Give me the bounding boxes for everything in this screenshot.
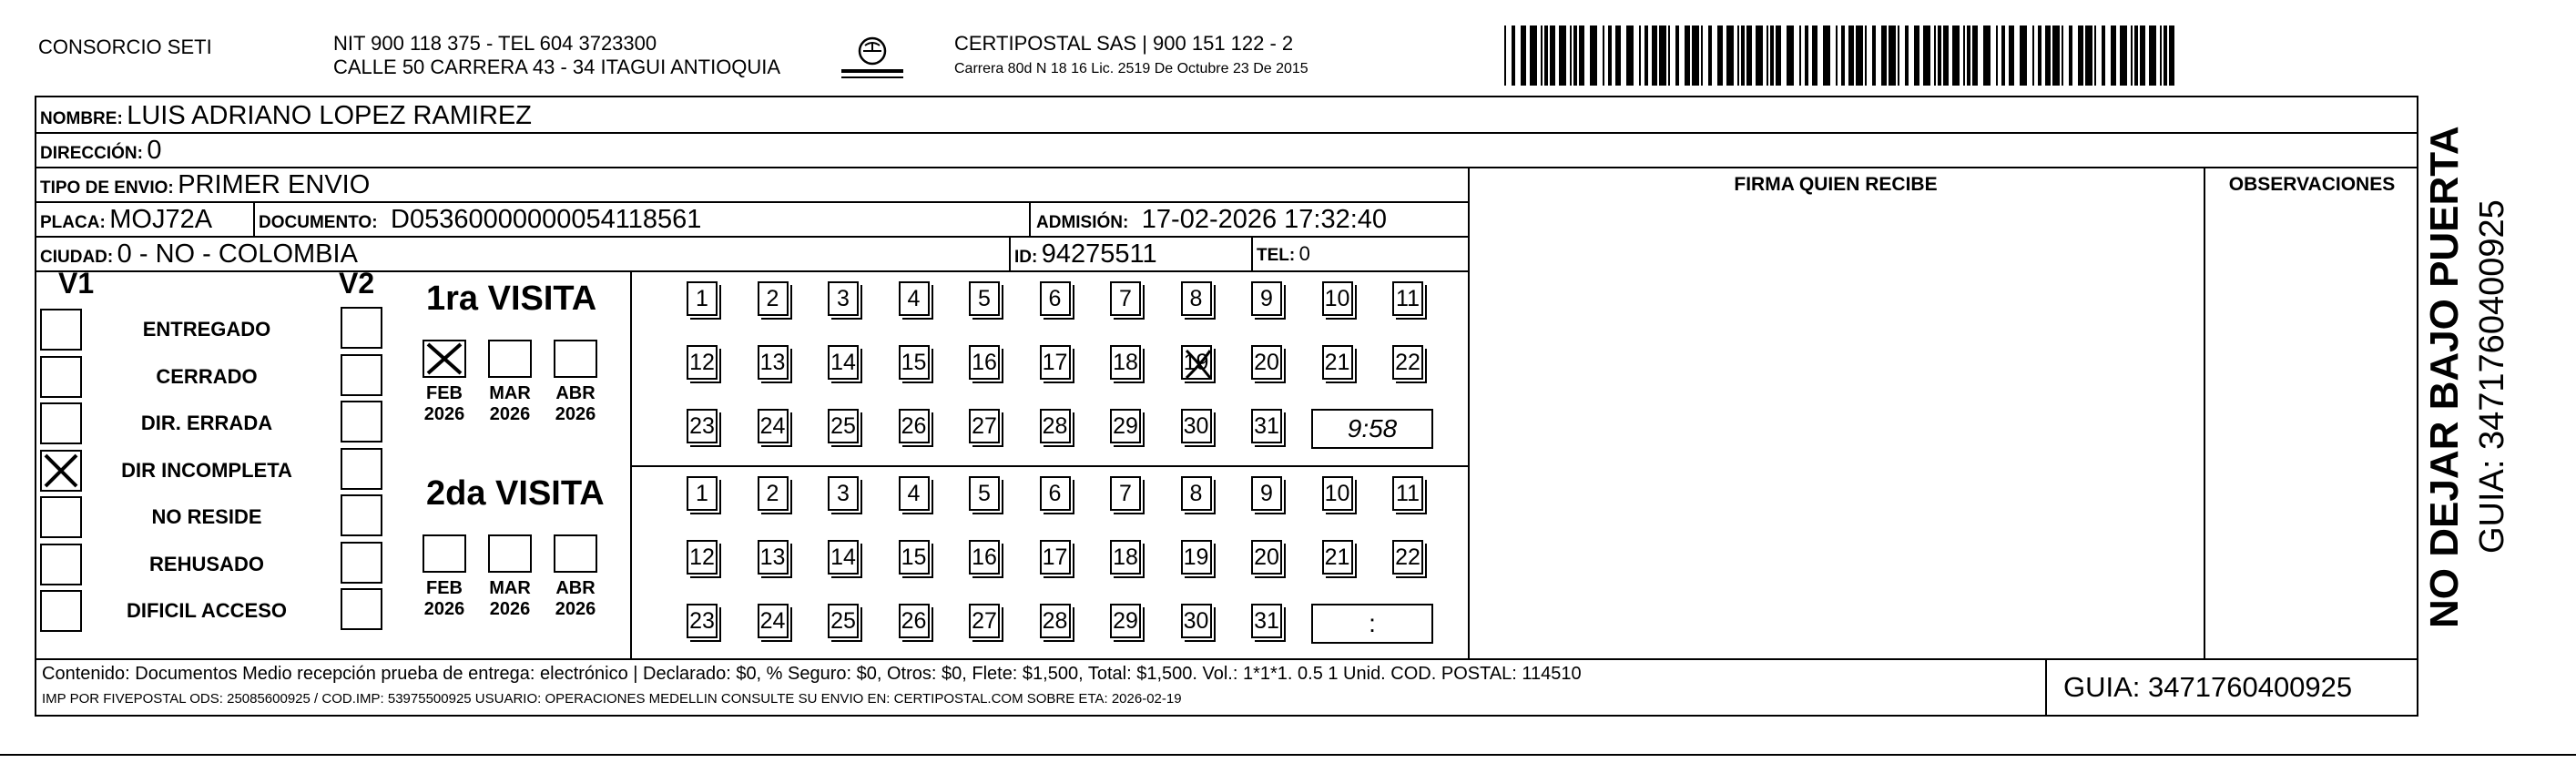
barcode-bar xyxy=(1923,25,1930,86)
barcode-bar xyxy=(2009,25,2014,86)
v2-checkbox[interactable] xyxy=(341,542,382,584)
barcode-bar xyxy=(1737,25,1739,86)
hand-mark-icon xyxy=(1183,347,1214,382)
placa-value: MOJ72A xyxy=(109,205,213,234)
id-label: ID: xyxy=(1014,248,1038,267)
barcode-bar xyxy=(1541,25,1543,86)
day-box-24[interactable]: 24 xyxy=(758,409,789,443)
month-checkbox[interactable] xyxy=(488,534,532,573)
direccion-row xyxy=(40,136,162,169)
barcode-bar xyxy=(2102,25,2105,86)
month-checkbox[interactable] xyxy=(423,534,466,573)
day-box-11[interactable]: 11 xyxy=(1392,281,1423,316)
barcode-bar xyxy=(1787,25,1794,86)
day-box-24[interactable]: 24 xyxy=(758,604,789,638)
barcode-bar xyxy=(1746,25,1752,86)
day-box-16[interactable]: 16 xyxy=(969,345,1000,380)
day-box-21[interactable]: 21 xyxy=(1322,540,1353,575)
barcode-bar xyxy=(1836,25,1838,86)
v2-checkbox[interactable] xyxy=(341,307,382,349)
day-box-29[interactable]: 29 xyxy=(1110,409,1141,443)
ciudad-value: 0 - NO - COLOMBIA xyxy=(117,239,358,269)
status-label-cerrado: CERRADO xyxy=(156,364,258,388)
day-box-14[interactable]: 14 xyxy=(828,345,859,380)
v1-checkbox[interactable] xyxy=(40,450,82,492)
barcode-bar xyxy=(2069,25,2072,86)
placa-cell xyxy=(40,205,212,239)
admision-value: 17-02-2026 17:32:40 xyxy=(1141,205,1388,234)
direccion-value: 0 xyxy=(147,136,162,165)
day-box-6[interactable]: 6 xyxy=(1040,476,1071,511)
barcode-bar xyxy=(1799,25,1801,86)
check-mark-icon xyxy=(42,452,80,490)
day-box-8[interactable]: 8 xyxy=(1181,476,1212,511)
barcode-bar xyxy=(1938,25,1941,86)
barcode-bar xyxy=(2169,25,2174,86)
barcode-bar xyxy=(1934,25,1936,86)
day-box-25[interactable]: 25 xyxy=(828,604,859,638)
barcode-bar xyxy=(1943,25,1949,86)
v2-checkbox[interactable] xyxy=(341,354,382,396)
day-box-17[interactable]: 17 xyxy=(1040,345,1071,380)
day-box-4[interactable]: 4 xyxy=(899,476,930,511)
address-line: CALLE 50 CARRERA 43 - 34 ITAGUI ANTIOQUIA xyxy=(333,56,781,78)
day-box-15[interactable]: 15 xyxy=(899,345,930,380)
barcode-bar xyxy=(1530,25,1537,86)
v2-checkbox[interactable] xyxy=(341,448,382,490)
barcode-bar xyxy=(2149,25,2156,86)
day-box-22[interactable]: 22 xyxy=(1392,345,1423,380)
month-label: MAR 2026 xyxy=(489,383,531,424)
day-box-20[interactable]: 20 xyxy=(1251,540,1282,575)
barcode-bar xyxy=(1726,25,1734,86)
day-box-22[interactable]: 22 xyxy=(1392,540,1423,575)
footer-guia: GUIA: 3471760400925 xyxy=(2063,671,2353,703)
v1-checkbox[interactable] xyxy=(40,544,82,585)
day-box-26[interactable]: 26 xyxy=(899,604,930,638)
nombre-value: LUIS ADRIANO LOPEZ RAMIREZ xyxy=(127,101,532,130)
barcode-bar xyxy=(1770,25,1774,86)
barcode-bar xyxy=(1983,25,1991,86)
barcode-bar xyxy=(1590,25,1597,86)
nombre-row xyxy=(40,101,532,135)
day-box-19[interactable]: 19 xyxy=(1181,345,1212,380)
day-box-11[interactable]: 11 xyxy=(1392,476,1423,511)
day-box-23[interactable]: 23 xyxy=(687,604,718,638)
barcode-bar xyxy=(1668,25,1670,86)
barcode-bar xyxy=(1579,25,1584,86)
day-box-14[interactable]: 14 xyxy=(828,540,859,575)
day-box-28[interactable]: 28 xyxy=(1040,604,1071,638)
nombre-label: NOMBRE: xyxy=(40,109,123,128)
barcode-bar xyxy=(1626,25,1634,86)
v2-checkbox[interactable] xyxy=(341,401,382,443)
v1-checkbox[interactable] xyxy=(40,402,82,444)
status-label-dir-incompleta: DIR INCOMPLETA xyxy=(121,458,292,482)
day-box-20[interactable]: 20 xyxy=(1251,345,1282,380)
day-box-18[interactable]: 18 xyxy=(1110,345,1141,380)
barcode-bar xyxy=(1521,25,1526,86)
day-box-5[interactable]: 5 xyxy=(969,476,1000,511)
barcode-bar xyxy=(1812,25,1817,86)
visit-title-1: 1ra VISITA xyxy=(426,280,597,318)
month-label: FEB 2026 xyxy=(423,578,465,619)
day-box-8[interactable]: 8 xyxy=(1181,281,1212,316)
day-box-15[interactable]: 15 xyxy=(899,540,930,575)
barcode-bar xyxy=(2131,25,2133,86)
tel-value: 0 xyxy=(1298,242,1310,265)
status-label-dificil-acceso: DIFICIL ACCESO xyxy=(126,599,287,622)
day-box-9[interactable]: 9 xyxy=(1251,281,1282,316)
placa-label: PLACA: xyxy=(40,213,106,232)
shipping-form xyxy=(35,96,2418,717)
day-box-1[interactable]: 1 xyxy=(687,476,718,511)
barcode-bar xyxy=(1717,25,1723,86)
contenido-text: Contenido: Documentos Medio recepción prueba de entrega: electrónico | Declarado: $0, % Seguro: $0, Otros: $0, Flete: $1,500, Total: $1,500. Vol.: 1*1*1. 0.5 1 Unid. COD. POSTAL: 114510 xyxy=(42,664,1582,684)
barcode-bar xyxy=(1963,25,1965,86)
time-box[interactable]: : xyxy=(1311,604,1433,644)
signature-area[interactable] xyxy=(1471,203,2200,655)
barcode-bar xyxy=(1881,25,1887,86)
certipostal-line: CERTIPOSTAL SAS | 900 151 122 - 2 xyxy=(954,32,1294,55)
day-box-13[interactable]: 13 xyxy=(758,540,789,575)
day-box-27[interactable]: 27 xyxy=(969,409,1000,443)
barcode-bar xyxy=(2001,25,2005,86)
barcode-bar xyxy=(2111,25,2116,86)
observations-area[interactable] xyxy=(2207,203,2415,655)
time-box[interactable]: 9:58 xyxy=(1311,409,1433,449)
barcode-bar xyxy=(1905,25,1909,86)
day-box-30[interactable]: 30 xyxy=(1181,409,1212,443)
barcode-bar xyxy=(1644,25,1648,86)
barcode-bar xyxy=(1685,25,1690,86)
barcode-bar xyxy=(2120,25,2127,86)
barcode-bar xyxy=(1675,25,1679,86)
license-line: Carrera 80d N 18 16 Lic. 2519 De Octubre 23 De 2015 xyxy=(954,61,1308,76)
day-box-1[interactable]: 1 xyxy=(687,281,718,316)
day-box-3[interactable]: 3 xyxy=(828,476,859,511)
tipo-label: TIPO DE ENVIO: xyxy=(40,178,174,198)
day-box-6[interactable]: 6 xyxy=(1040,281,1071,316)
day-box-13[interactable]: 13 xyxy=(758,345,789,380)
barcode-bar xyxy=(2134,25,2138,86)
barcode-bar xyxy=(2094,25,2096,86)
barcode-bar xyxy=(1603,25,1604,86)
barcode-bar xyxy=(1708,25,1712,86)
imp-text: IMP POR FIVEPOSTAL ODS: 25085600925 / COD.IMP: 53975500925 USUARIO: OPERACIONES MEDELLIN CONSULTE SU ENVIO EN: CERTIPOSTAL.COM SOBRE ETA: 2026-02-19 xyxy=(42,691,1182,707)
tipo-value: PRIMER ENVIO xyxy=(178,170,371,199)
bottom-border xyxy=(0,754,2576,756)
barcode-bar xyxy=(1967,25,1970,86)
visit-title-2: 2da VISITA xyxy=(426,474,605,513)
day-box-18[interactable]: 18 xyxy=(1110,540,1141,575)
status-label-dir-errada: DIR. ERRADA xyxy=(140,412,273,434)
month-checkbox[interactable] xyxy=(554,340,597,378)
month-checkbox[interactable] xyxy=(488,340,532,378)
day-box-30[interactable]: 30 xyxy=(1181,604,1212,638)
tel-label: TEL: xyxy=(1257,246,1296,265)
barcode-bar xyxy=(2038,25,2041,86)
barcode-bar xyxy=(1550,25,1555,86)
barcode-bar xyxy=(1914,25,1919,86)
month-checkbox[interactable] xyxy=(554,534,597,573)
v1-checkbox[interactable] xyxy=(40,590,82,632)
month-label: ABR 2026 xyxy=(555,578,596,619)
day-box-23[interactable]: 23 xyxy=(687,409,718,443)
day-box-5[interactable]: 5 xyxy=(969,281,1000,316)
certipostal-logo xyxy=(838,35,907,86)
observaciones-label: OBSERVACIONES xyxy=(2228,174,2396,195)
v1-checkbox[interactable] xyxy=(40,496,82,538)
barcode-bar xyxy=(1741,25,1745,86)
day-box-16[interactable]: 16 xyxy=(969,540,1000,575)
barcode-bar xyxy=(2164,25,2167,86)
barcode-bar xyxy=(2140,25,2145,86)
day-box-25[interactable]: 25 xyxy=(828,409,859,443)
barcode-bar xyxy=(1692,25,1699,86)
barcode-bar xyxy=(1756,25,1763,86)
barcode-bar xyxy=(2085,25,2092,86)
month-checkbox[interactable] xyxy=(423,340,466,378)
barcode-bar xyxy=(1889,25,1896,86)
admision-label: ADMISIÓN: xyxy=(1036,213,1129,232)
barcode-bar xyxy=(1608,25,1612,86)
barcode-bar xyxy=(1865,25,1867,86)
month-label: MAR 2026 xyxy=(489,578,531,619)
day-box-7[interactable]: 7 xyxy=(1110,476,1141,511)
guia-vertical: GUIA: 3471760400925 xyxy=(2473,199,2511,554)
day-box-4[interactable]: 4 xyxy=(899,281,930,316)
barcode-bar xyxy=(1573,25,1577,86)
v2-checkbox[interactable] xyxy=(341,588,382,630)
day-box-21[interactable]: 21 xyxy=(1322,345,1353,380)
barcode-bar xyxy=(1776,25,1781,86)
month-label: ABR 2026 xyxy=(555,383,596,424)
barcode-bar xyxy=(1544,25,1548,86)
barcode-bar xyxy=(1570,25,1572,86)
barcode-bar xyxy=(1559,25,1566,86)
day-box-2[interactable]: 2 xyxy=(758,476,789,511)
barcode-bar xyxy=(1898,25,1899,86)
status-label-rehusado: REHUSADO xyxy=(149,552,264,575)
day-box-26[interactable]: 26 xyxy=(899,409,930,443)
barcode-bar xyxy=(1615,25,1621,86)
barcode-bar xyxy=(2052,25,2060,86)
day-box-2[interactable]: 2 xyxy=(758,281,789,316)
admision-cell xyxy=(1036,205,1387,239)
v2-label: V2 xyxy=(339,267,375,300)
status-label-no-reside: NO RESIDE xyxy=(151,505,262,528)
documento-cell xyxy=(259,205,701,239)
day-box-3[interactable]: 3 xyxy=(828,281,859,316)
barcode xyxy=(1504,25,2178,86)
day-box-12[interactable]: 12 xyxy=(687,540,718,575)
day-box-28[interactable]: 28 xyxy=(1040,409,1071,443)
warning-vertical: NO DEJAR BAJO PUERTA xyxy=(2422,126,2467,628)
barcode-bar xyxy=(2160,25,2162,86)
nit-line: NIT 900 118 375 - TEL 604 3723300 xyxy=(333,32,657,55)
day-box-17[interactable]: 17 xyxy=(1040,540,1071,575)
ciudad-label: CIUDAD: xyxy=(40,248,114,267)
barcode-bar xyxy=(1841,25,1845,86)
barcode-bar xyxy=(1659,25,1666,86)
id-value: 94275511 xyxy=(1041,239,1157,269)
barcode-bar xyxy=(2020,25,2027,86)
day-box-31[interactable]: 31 xyxy=(1251,409,1282,443)
check-mark-icon xyxy=(424,341,464,376)
id-cell xyxy=(1014,239,1157,273)
day-box-10[interactable]: 10 xyxy=(1322,281,1353,316)
firma-label: FIRMA QUIEN RECIBE xyxy=(1734,174,1938,195)
documento-label: DOCUMENTO: xyxy=(259,213,378,232)
barcode-bar xyxy=(1872,25,1876,86)
day-box-19[interactable]: 19 xyxy=(1181,540,1212,575)
barcode-bar xyxy=(1972,25,1978,86)
day-box-10[interactable]: 10 xyxy=(1322,476,1353,511)
barcode-bar xyxy=(1767,25,1768,86)
v1-label: V1 xyxy=(58,267,95,300)
barcode-bar xyxy=(1805,25,1808,86)
company-name: CONSORCIO SETI xyxy=(38,36,212,58)
barcode-bar xyxy=(1652,25,1657,86)
tel-cell xyxy=(1257,239,1310,271)
barcode-bar xyxy=(2032,25,2034,86)
barcode-bar xyxy=(1701,25,1703,86)
barcode-bar xyxy=(1996,25,1998,86)
direccion-label: DIRECCIÓN: xyxy=(40,144,143,163)
barcode-bar xyxy=(1848,25,1854,86)
status-label-entregado: ENTREGADO xyxy=(142,318,271,341)
day-box-7[interactable]: 7 xyxy=(1110,281,1141,316)
day-box-29[interactable]: 29 xyxy=(1110,604,1141,638)
documento-value: D05360000000054118561 xyxy=(391,205,702,234)
barcode-bar xyxy=(1639,25,1641,86)
barcode-bar xyxy=(1504,25,1506,86)
v1-checkbox[interactable] xyxy=(40,356,82,398)
day-box-9[interactable]: 9 xyxy=(1251,476,1282,511)
barcode-bar xyxy=(1512,25,1515,86)
v1-checkbox[interactable] xyxy=(40,309,82,351)
barcode-bar xyxy=(1823,25,1830,86)
tipo-envio-row xyxy=(40,170,370,204)
barcode-bar xyxy=(2062,25,2063,86)
day-box-12[interactable]: 12 xyxy=(687,345,718,380)
day-box-27[interactable]: 27 xyxy=(969,604,1000,638)
month-label: FEB 2026 xyxy=(423,383,465,424)
barcode-bar xyxy=(2078,25,2083,86)
barcode-bar xyxy=(1856,25,1863,86)
barcode-bar xyxy=(1952,25,1960,86)
barcode-bar xyxy=(2045,25,2051,86)
day-box-31[interactable]: 31 xyxy=(1251,604,1282,638)
v2-checkbox[interactable] xyxy=(341,494,382,536)
